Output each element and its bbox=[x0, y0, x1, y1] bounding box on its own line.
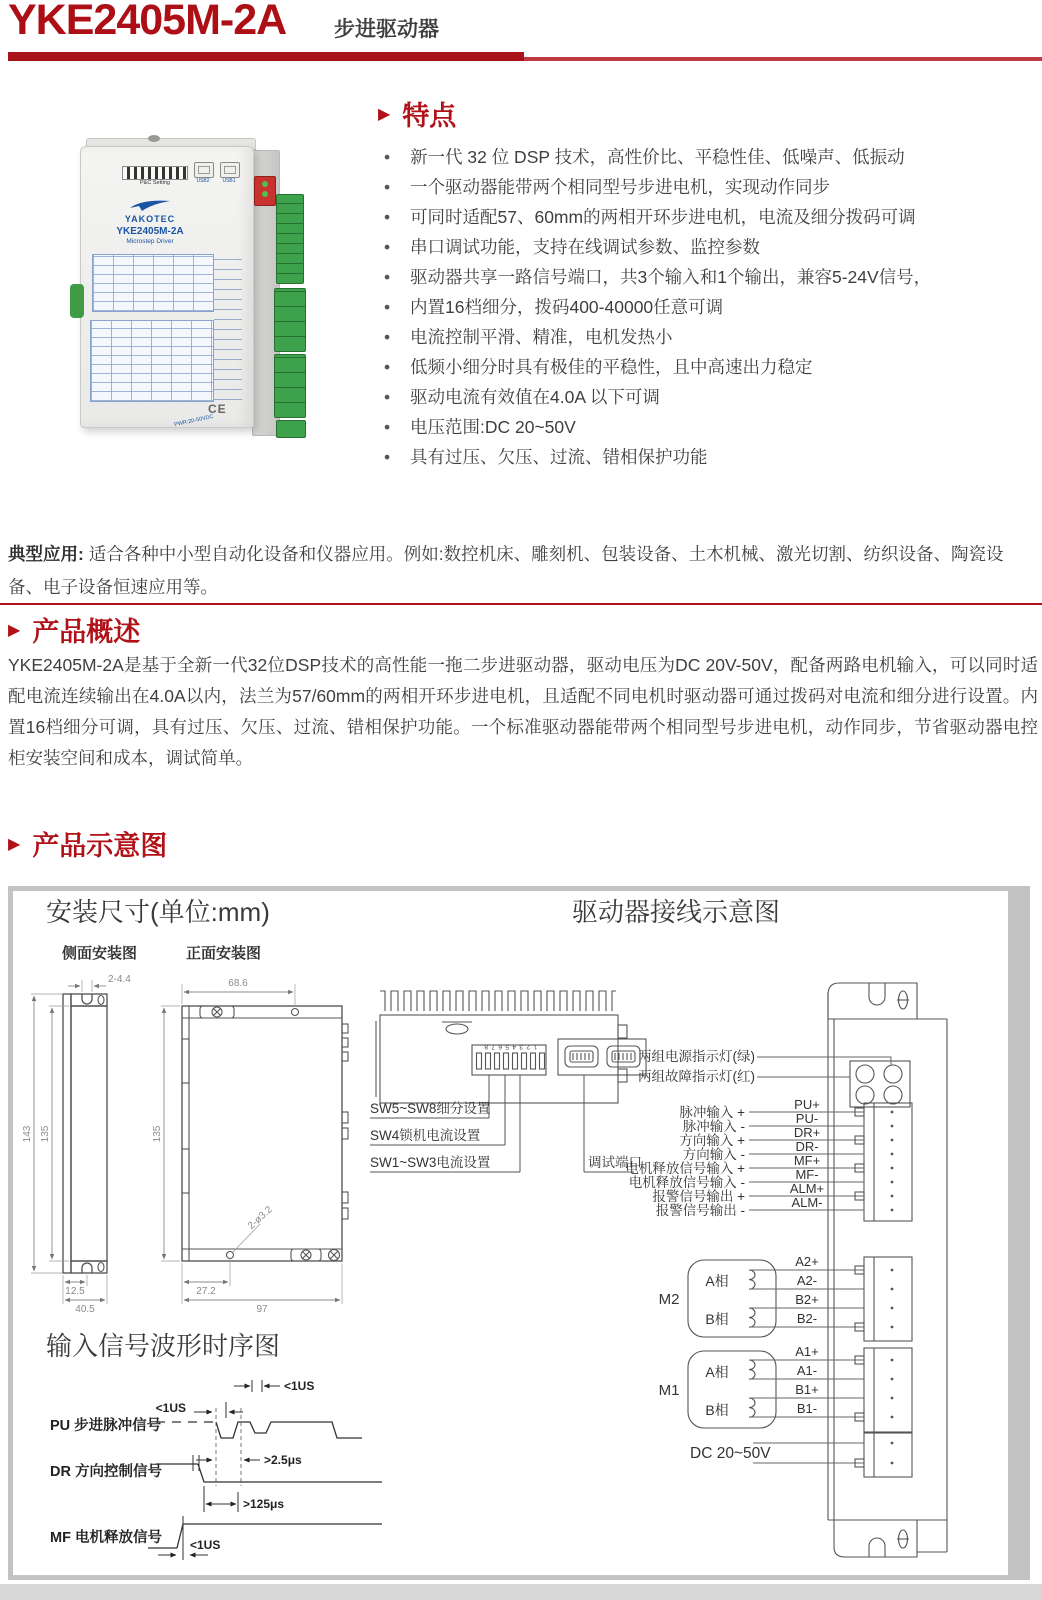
m1-phase-a: A相 bbox=[705, 1364, 729, 1380]
feature-item: • 串口调试功能，支持在线调试参数、监控参数 bbox=[378, 232, 1038, 262]
signal-pin: PU- bbox=[795, 1111, 819, 1126]
photo-led-connector bbox=[254, 176, 276, 206]
product-photo bbox=[62, 136, 316, 440]
photo-logo-block bbox=[100, 198, 200, 245]
signal-pin: MF+ bbox=[793, 1153, 821, 1168]
photo-ce-mark: CE bbox=[208, 402, 227, 416]
features-heading bbox=[378, 94, 1038, 133]
photo-usb2-label: USB2 bbox=[196, 178, 210, 184]
page-subtitle: 步进驱动器 bbox=[334, 18, 439, 41]
label-led-green: 两组电源指示灯(绿) bbox=[638, 1049, 755, 1064]
anno-edge-time: <1US bbox=[155, 1401, 186, 1415]
signal-label: 方向输入 - bbox=[682, 1147, 745, 1162]
signal-label: 方向输入 + bbox=[679, 1133, 745, 1148]
side-mounting-plate bbox=[63, 994, 71, 1273]
side-body bbox=[71, 1006, 107, 1261]
schematic-heading-text: 产品示意图 bbox=[32, 831, 168, 861]
title-underline-secondary bbox=[524, 57, 1042, 61]
signal-label: 脉冲输入 - bbox=[682, 1119, 745, 1134]
m1-phase-b: B相 bbox=[705, 1402, 729, 1418]
photo-current-table bbox=[92, 254, 214, 312]
wiring-diagram-svg bbox=[625, 955, 1042, 1565]
feature-item: • 可同时适配57、60mm的两相开环步进电机，电流及细分拨码可调 bbox=[378, 202, 1038, 232]
label-sw58: SW5~SW8细分设置 bbox=[370, 1101, 491, 1116]
photo-motor-terminal-2 bbox=[274, 354, 306, 418]
photo-model: YKE2405M-2A bbox=[116, 226, 184, 237]
mounting-drawing-svg bbox=[12, 966, 362, 1320]
label-sw13: SW1~SW3电流设置 bbox=[370, 1155, 491, 1170]
photo-qc-tag bbox=[70, 284, 84, 318]
signal-label: 报警信号输出 - bbox=[655, 1203, 745, 1218]
dim-side-slot: 2-4.4 bbox=[108, 974, 131, 985]
front-view-label: 正面安装图 bbox=[186, 945, 262, 962]
heatsink-fins bbox=[380, 989, 616, 1015]
signal-label: 电机释放信号输入 - bbox=[628, 1175, 745, 1190]
photo-top-screw bbox=[148, 135, 160, 142]
dim-side-height: 143 bbox=[22, 1125, 33, 1143]
photo-usb1-port bbox=[220, 162, 240, 184]
signal-pin: DR+ bbox=[793, 1125, 821, 1140]
m2-pin: B2+ bbox=[795, 1292, 819, 1307]
overview-text: YKE2405M-2A是基于全新一代32位DSP技术的高性能一拖二步进驱动器，驱动电压为DC 20V-50V，配备两路电机输入，可以同时适配电流连续输出在4.0A以内，法兰为57/60mm的两相开环步进电机，且适配不同电机时驱动器可通过拨码对电流和细分进行设置。内置16档细分可调，具有过压、欠压、过流、错相保护功能。一个标准驱动器能带两个相同型号步进电机，动作同步，节省驱动器电控柜安装空间和成本，调试简单。 bbox=[8, 655, 1038, 768]
usb-port-icon bbox=[194, 162, 214, 178]
signal-pin: ALM- bbox=[791, 1195, 823, 1210]
power-label: DC 20~50V bbox=[690, 1445, 771, 1462]
feature-item: • 电流控制平滑、精准，电机发热小 bbox=[378, 322, 1038, 352]
photo-usb2-port bbox=[194, 162, 214, 184]
side-view-label: 侧面安装图 bbox=[62, 945, 138, 962]
typical-applications-label: 典型应用: bbox=[8, 544, 84, 564]
feature-item: • 驱动电流有效值在4.0A 以下可调 bbox=[378, 382, 1038, 412]
schematic-heading bbox=[8, 824, 167, 863]
overview-heading bbox=[8, 610, 140, 649]
pu-trace bbox=[216, 1422, 362, 1438]
photo-brand: YAKOTEC bbox=[124, 214, 176, 224]
waveform-svg bbox=[30, 1372, 395, 1577]
feature-item: • 新一代 32 位 DSP 技术，高性价比、平稳性佳、低噪声、低振动 bbox=[378, 142, 1038, 172]
anno-setup-time: >2.5μs bbox=[264, 1453, 302, 1467]
feature-item: • 电压范围:DC 20~50V bbox=[378, 412, 1038, 442]
overview-heading-text: 产品概述 bbox=[32, 617, 141, 647]
photo-pulse-table bbox=[90, 320, 214, 402]
usb-port-icon bbox=[220, 162, 240, 178]
typical-applications bbox=[8, 538, 1036, 604]
dip-switch-numbers: 12345678 bbox=[480, 1043, 538, 1050]
photo-signal-terminal bbox=[276, 194, 304, 284]
driver-top-ear bbox=[828, 983, 917, 1019]
photo-usb1-label: USB1 bbox=[222, 178, 236, 184]
photo-power-terminal bbox=[276, 420, 306, 438]
topview-drawing-svg bbox=[362, 985, 652, 1180]
feature-item: • 一个驱动器能带两个相同型号步进电机，实现动作同步 bbox=[378, 172, 1038, 202]
feature-item: • 内置16档细分，拨码400-40000任意可调 bbox=[378, 292, 1038, 322]
m2-pin: A2+ bbox=[795, 1254, 819, 1269]
dim-front-w2: 97 bbox=[256, 1304, 268, 1315]
dim-front-w1: 27.2 bbox=[196, 1286, 216, 1297]
m2-phase-b: B相 bbox=[705, 1311, 729, 1327]
side-bottom-notch bbox=[82, 1263, 92, 1273]
feature-item: • 低频小细分时具有极佳的平稳性，且中高速出力稳定 bbox=[378, 352, 1038, 382]
waveform-pu-label: PU 步进脉冲信号 bbox=[50, 1418, 162, 1434]
anno-mf-time: <1US bbox=[190, 1538, 221, 1552]
label-led-red: 两组故障指示灯(红) bbox=[638, 1069, 755, 1084]
m1-terminal-block bbox=[864, 1348, 912, 1432]
section-divider bbox=[0, 603, 1042, 605]
dim-side-w2: 40.5 bbox=[75, 1304, 95, 1315]
side-top-notch bbox=[82, 994, 92, 1004]
mounting-dimensions-title: 安装尺寸(单位:mm) bbox=[46, 897, 270, 927]
section-arrow-icon: ▶ bbox=[8, 835, 21, 853]
typical-applications-text: 适合各种中小型自动化设备和仪器应用。例如:数控机床、雕刻机、包装设备、土木机械、激光切割、纺织设备、陶瓷设备、电子设备恒速应用等。 bbox=[8, 544, 1004, 597]
signal-label: 电机释放信号输入 + bbox=[625, 1161, 745, 1176]
m2-phase-a: A相 bbox=[705, 1273, 729, 1289]
label-debug-port: 调试端口 bbox=[588, 1155, 642, 1170]
motor-m2 bbox=[688, 1260, 776, 1337]
photo-dip-switch bbox=[122, 166, 188, 180]
signal-pin: PU+ bbox=[794, 1097, 820, 1112]
waveform-title: 输入信号波形时序图 bbox=[46, 1331, 281, 1361]
signal-pin: MF- bbox=[795, 1167, 819, 1182]
m1-pin: A1+ bbox=[795, 1344, 819, 1359]
photo-dip-label: P&C Setting bbox=[140, 180, 170, 186]
m1-pin: B1- bbox=[796, 1401, 818, 1416]
bottom-section-strip bbox=[0, 1584, 1042, 1600]
photo-pin-label-column bbox=[214, 254, 242, 400]
brand-swoosh-icon bbox=[128, 198, 172, 214]
section-arrow-icon: ▶ bbox=[378, 105, 391, 123]
dim-front-height: 135 bbox=[152, 1125, 163, 1143]
m1-name: M1 bbox=[658, 1382, 680, 1399]
signal-terminal-block bbox=[864, 1103, 912, 1221]
features-section bbox=[378, 94, 1038, 472]
waveform-mf-label: MF 电机释放信号 bbox=[50, 1530, 162, 1546]
signal-pin: DR- bbox=[795, 1139, 819, 1154]
dim-front-hole: 2-ø3.2 bbox=[245, 1204, 275, 1232]
dim-side-inner-height: 135 bbox=[40, 1125, 51, 1143]
debug-port-block bbox=[558, 1039, 646, 1075]
m2-terminal-block bbox=[864, 1257, 912, 1341]
anno-pulse-width: <1US bbox=[284, 1379, 315, 1393]
features-heading-text: 特点 bbox=[402, 101, 457, 131]
page-title: YKE2405M-2A bbox=[8, 0, 287, 44]
feature-item: • 驱动器共享一路信号端口，共3个输入和1个输出，兼容5-24V信号， bbox=[378, 262, 1038, 292]
m2-pin: A2- bbox=[796, 1273, 818, 1288]
features-list bbox=[378, 142, 1038, 472]
photo-motor-terminal-1 bbox=[274, 288, 306, 352]
signal-pin: ALM+ bbox=[789, 1181, 825, 1196]
feature-item: • 具有过压、欠压、过流、错相保护功能 bbox=[378, 442, 1038, 472]
dim-front-width-holes: 68.6 bbox=[228, 978, 248, 989]
section-arrow-icon: ▶ bbox=[8, 621, 21, 639]
label-sw4: SW4锁机电流设置 bbox=[370, 1128, 481, 1143]
wiring-diagram-title: 驱动器接线示意图 bbox=[572, 897, 781, 927]
m1-pin: A1- bbox=[796, 1363, 818, 1378]
photo-model-type: Microstep Driver bbox=[126, 238, 174, 245]
title-underline-primary bbox=[8, 52, 524, 61]
m2-name: M2 bbox=[658, 1291, 680, 1308]
signal-label: 脉冲输入 + bbox=[679, 1105, 745, 1120]
motor-m1 bbox=[688, 1351, 776, 1428]
m1-pin: B1+ bbox=[795, 1382, 819, 1397]
signal-label: 报警信号输出 + bbox=[652, 1189, 745, 1204]
power-terminal-block bbox=[864, 1433, 912, 1477]
m2-pin: B2- bbox=[796, 1311, 818, 1326]
photo-power-rating: PWR:20-50VDC bbox=[173, 413, 215, 429]
waveform-dr-label: DR 方向控制信号 bbox=[50, 1464, 162, 1480]
dim-side-w1: 12.5 bbox=[65, 1286, 85, 1297]
anno-direction-time: >125μs bbox=[243, 1497, 285, 1511]
